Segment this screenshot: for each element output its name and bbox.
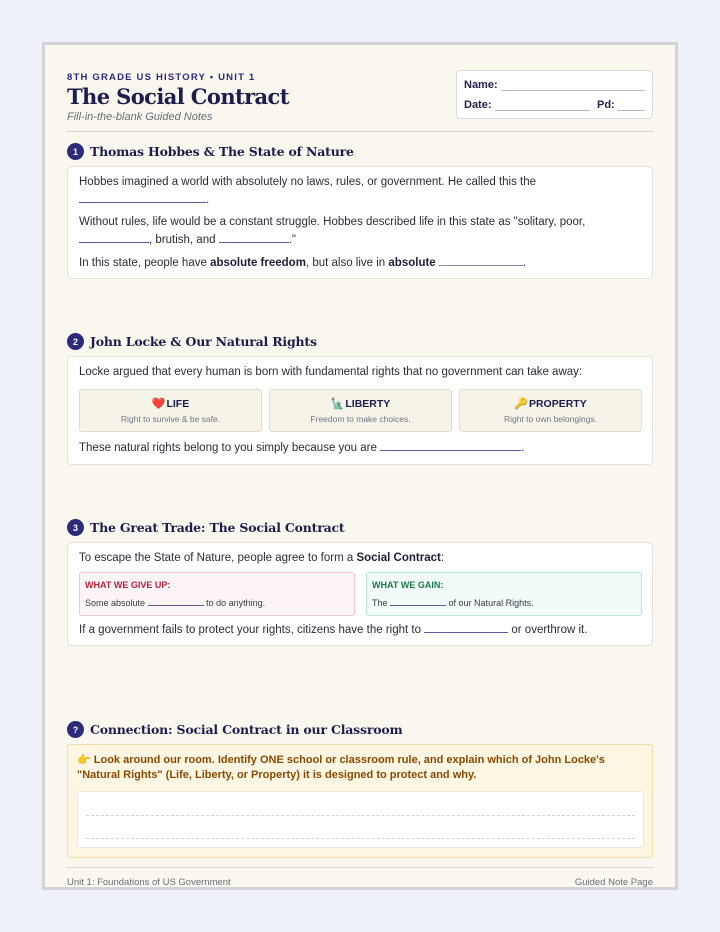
right-card-property xyxy=(459,389,642,432)
section-2-heading xyxy=(67,333,317,350)
bold-term: absolute freedom xyxy=(210,257,306,269)
right-name: LIFE xyxy=(166,398,190,410)
right-title xyxy=(270,397,451,410)
right-description: Freedom to make choices. xyxy=(310,414,411,424)
right-name: LIBERTY xyxy=(345,398,391,410)
section-number-badge: ? xyxy=(67,721,84,738)
gain-text xyxy=(372,597,534,608)
alter-blank[interactable] xyxy=(424,621,508,633)
section-title: John Locke & Our Natural Rights xyxy=(90,334,317,349)
worksheet-page xyxy=(42,42,678,890)
section-title: Connection: Social Contract in our Classroom xyxy=(90,722,403,737)
paragraph-text: Without rules, life would be a constant struggle. Hobbes described life in this state as "solitary, poor, xyxy=(79,216,586,228)
section-number-badge: 1 xyxy=(67,143,84,160)
locke-closing xyxy=(79,439,524,457)
hobbes-paragraph-1 xyxy=(79,173,536,191)
give-up-box xyxy=(79,572,355,616)
gain-heading: WHAT WE GAIN: xyxy=(372,580,444,590)
box-text: of our Natural Rights. xyxy=(448,598,534,608)
course-kicker: 8TH GRADE US HISTORY • UNIT 1 xyxy=(67,72,256,83)
punctuation: : xyxy=(440,552,445,564)
locke-intro: Locke argued that every human is born with fundamental rights that no government can take away: xyxy=(79,366,583,378)
section-title: The Great Trade: The Social Contract xyxy=(90,520,345,535)
short-blank[interactable] xyxy=(219,231,289,243)
paragraph-text: These natural rights belong to you simply because you are xyxy=(79,442,377,454)
period-label: Pd: xyxy=(597,99,615,111)
section-3-card xyxy=(67,542,653,646)
right-description: Right to survive & be safe. xyxy=(120,414,221,424)
freedom-blank[interactable] xyxy=(148,597,204,606)
hobbes-paragraph-2 xyxy=(79,213,585,231)
paragraph-text: , brutish, and xyxy=(149,234,216,246)
right-name: PROPERTY xyxy=(528,398,587,410)
right-card-life xyxy=(79,389,262,432)
date-field[interactable] xyxy=(495,110,590,111)
heart-icon: ❤️ xyxy=(151,398,166,410)
hobbes-paragraph-3 xyxy=(79,254,526,272)
connection-prompt xyxy=(77,753,642,783)
hobbes-paragraph-2-line-2 xyxy=(79,231,296,249)
box-text: to do anything. xyxy=(206,598,266,608)
answer-line xyxy=(86,838,635,839)
punctuation: . xyxy=(522,257,527,269)
header-divider xyxy=(67,131,653,132)
right-title xyxy=(460,397,641,410)
box-text: Some absolute xyxy=(85,598,146,608)
connection-card xyxy=(67,744,653,858)
footer-unit: Unit 1: Foundations of US Government xyxy=(67,877,231,888)
give-up-text xyxy=(85,597,265,608)
punctuation: . xyxy=(521,442,525,454)
paragraph-text: Hobbes imagined a world with absolutely no laws, rules, or government. He called this the xyxy=(79,176,537,188)
section-title: Thomas Hobbes & The State of Nature xyxy=(90,144,354,159)
fear-blank[interactable] xyxy=(439,254,523,266)
box-text: The xyxy=(372,598,388,608)
hobbes-paragraph-1-line-2 xyxy=(79,191,209,209)
student-info-box xyxy=(456,70,653,119)
trade-intro xyxy=(79,549,444,567)
section-2-card xyxy=(67,356,653,465)
answer-area[interactable] xyxy=(77,791,644,848)
right-title xyxy=(80,397,261,410)
prompt-text: Look around our room. Identify ONE school or classroom rule, and explain which of John Locke's "Natural Rights" (Life, Liberty, or Property) it is designed to protect and why. xyxy=(77,754,605,781)
give-up-heading: WHAT WE GIVE UP: xyxy=(85,580,171,590)
section-number-badge: 3 xyxy=(67,519,84,536)
paragraph-text: In this state, people have xyxy=(79,257,207,269)
paragraph-text: If a government fails to protect your rights, citizens have the right to xyxy=(79,624,421,636)
page-title: The Social Contract xyxy=(67,84,289,109)
right-card-liberty xyxy=(269,389,452,432)
page-subtitle: Fill-in-the-blank Guided Notes xyxy=(67,111,213,123)
paragraph-text: To escape the State of Nature, people agree to form a xyxy=(79,552,354,564)
punctuation: . xyxy=(206,194,210,206)
bold-term: Social Contract xyxy=(356,552,441,564)
date-label: Date: xyxy=(464,99,492,111)
answer-line xyxy=(86,815,635,816)
state-of-nature-blank[interactable] xyxy=(79,191,206,203)
punctuation: ." xyxy=(288,234,296,246)
protection-blank[interactable] xyxy=(390,597,446,606)
statue-of-liberty-icon: 🗽 xyxy=(330,398,345,410)
right-description: Right to own belongings. xyxy=(503,414,598,424)
section-1-heading xyxy=(67,143,354,160)
footer-divider xyxy=(67,867,653,868)
bold-term: absolute xyxy=(388,257,436,269)
section-4-heading xyxy=(67,721,403,738)
paragraph-text: , but also live in xyxy=(305,257,386,269)
section-number-badge: 2 xyxy=(67,333,84,350)
section-3-heading xyxy=(67,519,345,536)
section-1-card xyxy=(67,166,653,279)
key-icon: 🔑 xyxy=(514,398,528,410)
period-field[interactable] xyxy=(617,110,645,111)
name-field[interactable] xyxy=(501,90,645,91)
trade-closing xyxy=(79,621,587,639)
paragraph-text: or overthrow it. xyxy=(511,624,588,636)
gain-box xyxy=(366,572,642,616)
human-blank[interactable] xyxy=(380,439,521,451)
name-label: Name: xyxy=(464,79,498,91)
pointing-hand-icon: 👉 xyxy=(77,754,91,766)
footer-page-label: Guided Note Page xyxy=(574,877,653,888)
nasty-blank[interactable] xyxy=(79,231,149,243)
